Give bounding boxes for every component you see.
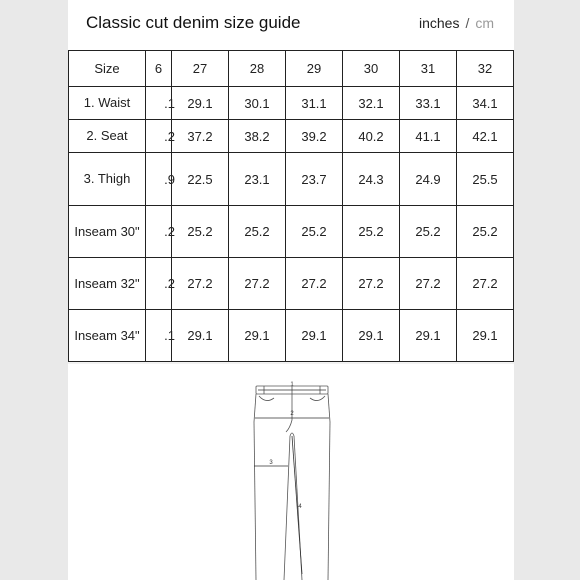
table-cell: 25.5 [457, 153, 514, 206]
row-label: Inseam 34" [69, 310, 146, 362]
table-cell: 22.5 [172, 153, 229, 206]
row-label: 2. Seat [69, 120, 146, 153]
table-cell: 29.1 [286, 310, 343, 362]
measurement-label-4: 4 [298, 504, 302, 510]
unit-toggle [419, 15, 494, 31]
table-cell: 41.1 [400, 120, 457, 153]
row-label: 1. Waist [69, 87, 146, 120]
row-label: Inseam 32" [69, 258, 146, 310]
table-cell: 27.2 [400, 258, 457, 310]
table-row [69, 258, 514, 310]
unit-separator: / [465, 15, 470, 31]
table-cell: 27.2 [457, 258, 514, 310]
size-column-header: 27 [172, 51, 229, 87]
size-table-scroll[interactable] [68, 50, 514, 364]
table-cell: 34.1 [457, 87, 514, 120]
table-cell: 25.2 [457, 206, 514, 258]
table-cell: .2 [146, 120, 172, 153]
table-cell: 25.2 [400, 206, 457, 258]
size-column-header: 28 [229, 51, 286, 87]
table-cell: 25.2 [286, 206, 343, 258]
table-cell: 29.1 [172, 87, 229, 120]
jeans-measurement-diagram [244, 374, 344, 580]
table-cell: .9 [146, 153, 172, 206]
table-cell: 27.2 [286, 258, 343, 310]
measurement-label-1: 1 [290, 382, 294, 388]
table-row [69, 310, 514, 362]
table-row [69, 206, 514, 258]
table-cell: 37.2 [172, 120, 229, 153]
table-cell: 23.7 [286, 153, 343, 206]
table-cell: 24.9 [400, 153, 457, 206]
size-guide-card [68, 0, 514, 580]
row-label: 3. Thigh [69, 153, 146, 206]
table-cell: 42.1 [457, 120, 514, 153]
table-cell: 39.2 [286, 120, 343, 153]
table-header-row [69, 51, 514, 87]
table-cell: 25.2 [229, 206, 286, 258]
size-column-header: 32 [457, 51, 514, 87]
measurement-label-2: 2 [290, 411, 294, 417]
size-column-header: Size [69, 51, 146, 87]
table-cell: .2 [146, 258, 172, 310]
table-cell: 25.2 [343, 206, 400, 258]
table-cell: 29.1 [457, 310, 514, 362]
unit-cm-button[interactable]: cm [475, 15, 494, 31]
table-cell: 32.1 [343, 87, 400, 120]
table-cell: .2 [146, 206, 172, 258]
table-cell: 25.2 [172, 206, 229, 258]
size-column-header: 6 [146, 51, 172, 87]
table-cell: 31.1 [286, 87, 343, 120]
table-cell: 38.2 [229, 120, 286, 153]
table-cell: 40.2 [343, 120, 400, 153]
unit-inches-button[interactable]: inches [418, 15, 460, 31]
table-cell: .1 [146, 87, 172, 120]
size-table [68, 50, 514, 362]
size-column-header: 29 [286, 51, 343, 87]
table-cell: 29.1 [172, 310, 229, 362]
table-cell: 30.1 [229, 87, 286, 120]
measurement-lines [254, 390, 329, 574]
table-cell: 27.2 [229, 258, 286, 310]
size-column-header: 30 [343, 51, 400, 87]
table-cell: 27.2 [172, 258, 229, 310]
size-guide-header [68, 0, 514, 50]
table-cell: 27.2 [343, 258, 400, 310]
table-cell: 29.1 [400, 310, 457, 362]
table-row [69, 87, 514, 120]
page-title: Classic cut denim size guide [86, 13, 301, 32]
table-cell: 29.1 [343, 310, 400, 362]
row-label: Inseam 30" [69, 206, 146, 258]
measurement-label-3: 3 [269, 460, 273, 466]
table-cell: 24.3 [343, 153, 400, 206]
table-cell: 23.1 [229, 153, 286, 206]
table-cell: .1 [146, 310, 172, 362]
table-row [69, 120, 514, 153]
size-column-header: 31 [400, 51, 457, 87]
table-cell: 29.1 [229, 310, 286, 362]
table-cell: 33.1 [400, 87, 457, 120]
table-row [69, 153, 514, 206]
